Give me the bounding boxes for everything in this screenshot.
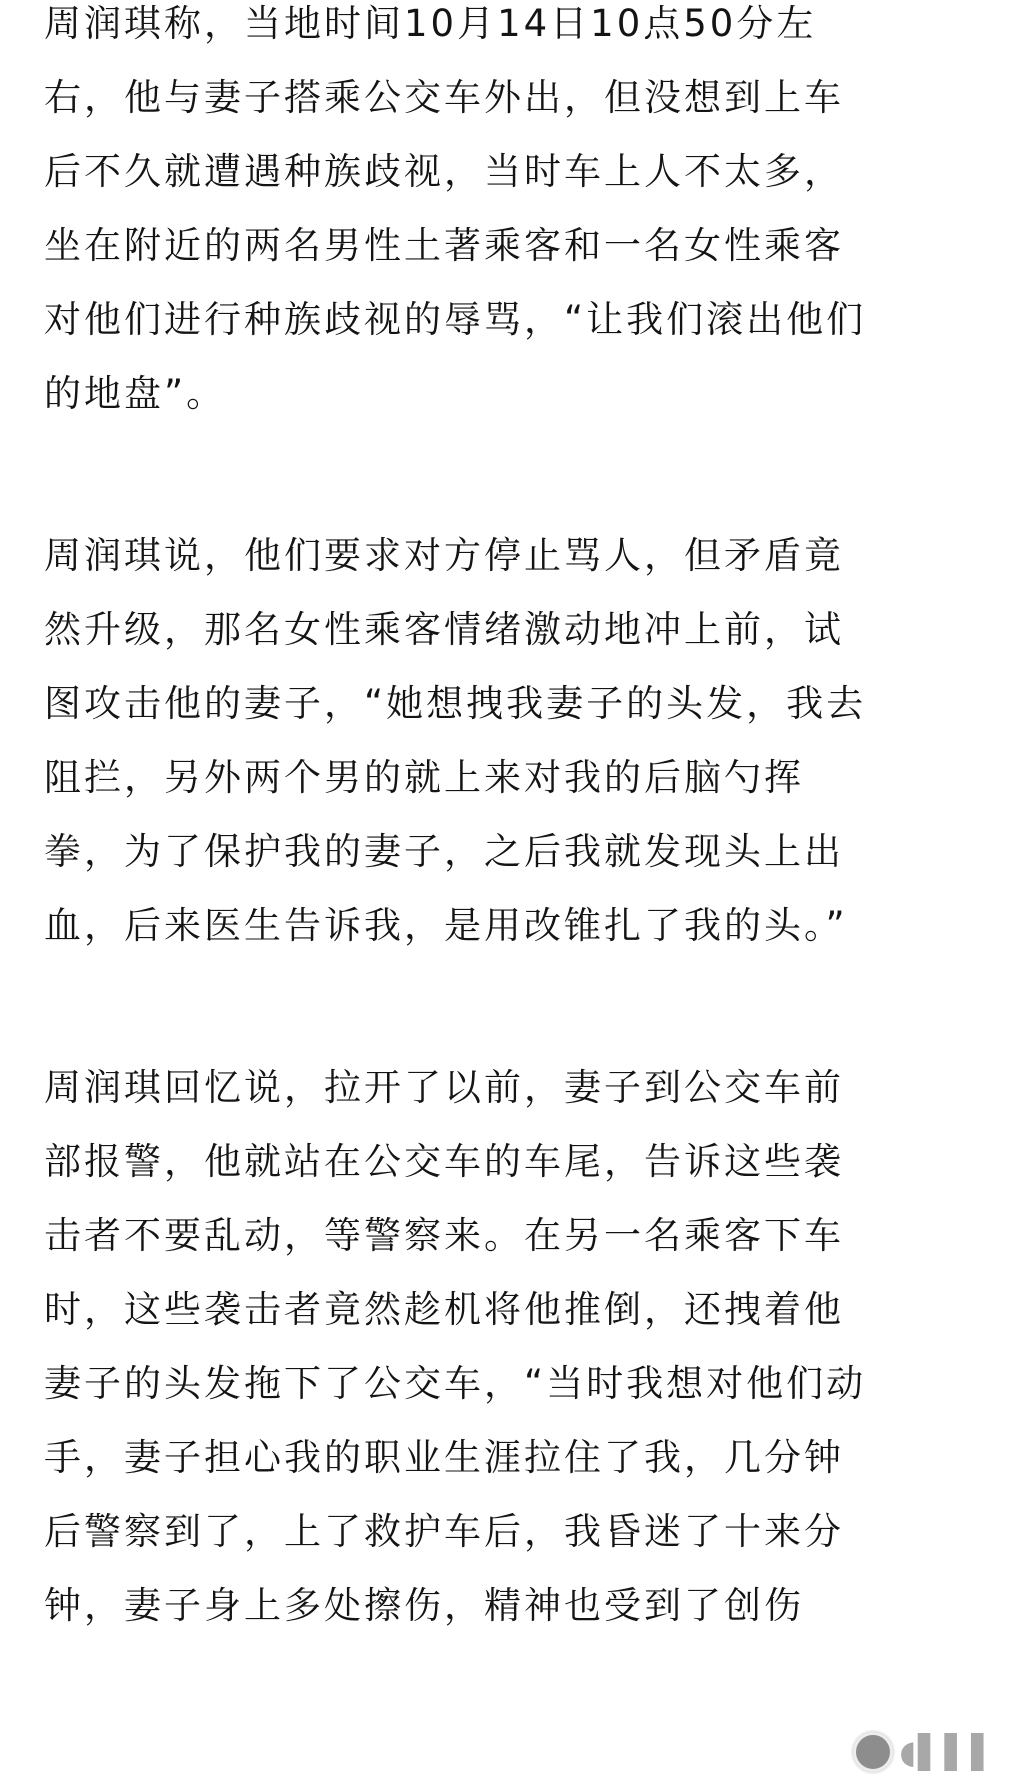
paragraph-3-line-1: 周润琪回忆说，拉开了以前，妻子到公交车前 xyxy=(44,1066,844,1109)
paragraph-1-line-5: 对他们进行种族歧视的辱骂，“让我们滚出他们 xyxy=(44,298,867,341)
paragraph-2-line-1: 周润琪说，他们要求对方停止骂人，但矛盾竟 xyxy=(44,534,844,577)
paragraph-3-line-6: 手，妻子担心我的职业生涯拉住了我，几分钟 xyxy=(44,1436,844,1479)
paragraph-3-line-7: 后警察到了，上了救护车后，我昏迷了十来分 xyxy=(44,1510,844,1553)
paragraph-3-line-8: 钟，妻子身上多处擦伤，精神也受到了创伤 xyxy=(44,1584,804,1627)
paragraph-1-line-4: 坐在附近的两名男性土著乘客和一名女性乘客 xyxy=(44,224,844,267)
paragraph-1-line-3: 后不久就遭遇种族歧视，当时车上人不太多， xyxy=(44,150,844,193)
paragraph-2-line-6: 血，后来医生告诉我，是用改锥扎了我的头。” xyxy=(44,904,848,947)
paragraph-3-line-2: 部报警，他就站在公交车的车尾，告诉这些袭 xyxy=(44,1140,844,1183)
paragraph-2-line-4: 阻拦，另外两个男的就上来对我的后脑勺挥 xyxy=(44,756,804,799)
paragraph-2-line-2: 然升级，那名女性乘客情绪激动地冲上前，试 xyxy=(44,608,844,651)
paragraph-3-line-3: 击者不要乱动，等警察来。在另一名乘客下车 xyxy=(44,1214,844,1257)
weibo-avatar-icon xyxy=(853,1732,893,1772)
weibo-watermark xyxy=(853,1732,998,1772)
watermark-logo-mark: ◖▌▌▌ xyxy=(899,1733,998,1771)
paragraph-2-line-5: 拳，为了保护我的妻子，之后我就发现头上出 xyxy=(44,830,844,873)
paragraph-1-line-2: 右，他与妻子搭乘公交车外出，但没想到上车 xyxy=(44,76,844,119)
paragraph-3-line-4: 时，这些袭击者竟然趁机将他推倒，还拽着他 xyxy=(44,1288,844,1331)
paragraph-3-line-5: 妻子的头发拖下了公交车，“当时我想对他们动 xyxy=(44,1362,867,1405)
paragraph-2-line-3: 图攻击他的妻子，“她想拽我妻子的头发，我去 xyxy=(44,682,867,725)
paragraph-1-line-6: 的地盘”。 xyxy=(44,372,227,415)
paragraph-1-line-1: 周润琪称，当地时间10月14日10点50分左 xyxy=(44,2,817,45)
